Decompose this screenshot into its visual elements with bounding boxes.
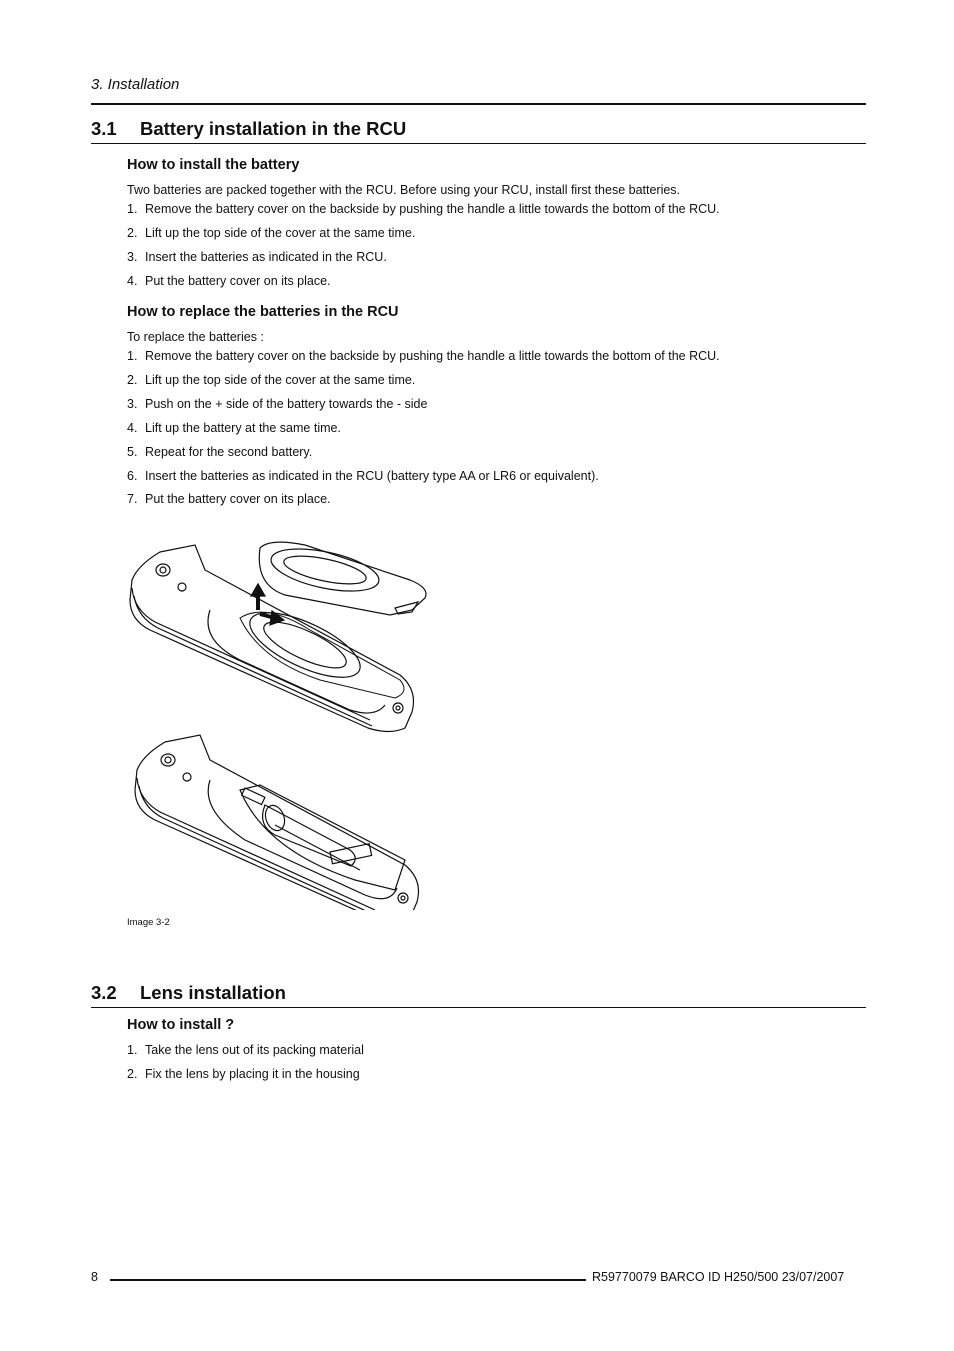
figure-caption: Image 3-2 [127,917,170,928]
list-item: 7. Put the battery cover on its place. [127,492,331,506]
subheading-install-lens: How to install ? [127,1017,235,1033]
list-item: 1. Take the lens out of its packing material [127,1043,364,1057]
list-item: 2. Lift up the top side of the cover at the same time. [127,226,416,240]
rcu-battery-illustration [120,540,440,910]
list-item: 2. Fix the lens by placing it in the housing [127,1067,360,1081]
intro-text: To replace the batteries : [127,330,264,344]
rcu-open-cover-drawing [130,541,426,732]
rcu-batteries-drawing [135,735,419,910]
section-title: Lens installation [140,982,286,1003]
footer-rule [110,1279,586,1281]
list-item: 3. Push on the + side of the battery towards the - side [127,397,428,411]
header-rule [91,103,866,105]
section-heading-3-1 [91,118,406,140]
intro-text: Two batteries are packed together with the RCU. Before using your RCU, install first these batteries. [127,183,681,197]
list-item: 4. Put the battery cover on its place. [127,274,331,288]
section-rule [91,143,866,144]
list-item: 6. Insert the batteries as indicated in the RCU (battery type AA or LR6 or equivalent). [127,469,599,483]
list-item: 2. Lift up the top side of the cover at the same time. [127,373,416,387]
list-item: 4. Lift up the battery at the same time. [127,421,341,435]
list-item: 5. Repeat for the second battery. [127,445,313,459]
list-item: 1. Remove the battery cover on the backside by pushing the handle a little towards the bottom of the RCU. [127,349,720,363]
section-rule [91,1007,866,1008]
section-title: Battery installation in the RCU [140,118,407,139]
page-number: 8 [91,1270,98,1284]
list-item: 1. Remove the battery cover on the backside by pushing the handle a little towards the bottom of the RCU. [127,202,720,216]
section-number: 3.1 [91,118,117,139]
running-header: 3. Installation [91,76,180,93]
list-item: 3. Insert the batteries as indicated in the RCU. [127,250,387,264]
document-reference: R59770079 BARCO ID H250/500 23/07/2007 [592,1270,845,1284]
section-heading-3-2 [91,982,286,1004]
subheading-install-battery: How to install the battery [127,157,300,173]
subheading-replace-batteries: How to replace the batteries in the RCU [127,304,399,320]
section-number: 3.2 [91,982,117,1003]
